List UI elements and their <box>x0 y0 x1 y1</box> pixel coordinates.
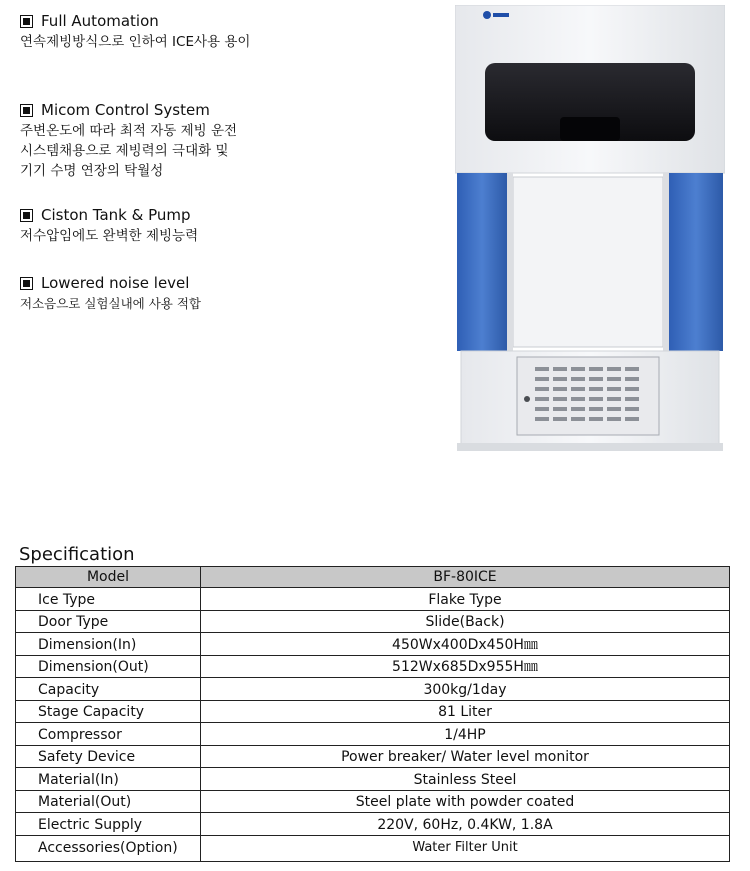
table-row <box>16 633 730 656</box>
table-header-row <box>16 567 730 588</box>
square-bullet-icon <box>20 104 33 117</box>
row-label: Safety Device <box>16 745 201 768</box>
table-row <box>16 813 730 836</box>
row-label: Accessories(Option) <box>16 835 201 861</box>
feature-title: Lowered noise level <box>41 274 190 292</box>
row-value: Slide(Back) <box>201 610 730 633</box>
row-label: Electric Supply <box>16 813 201 836</box>
spec-title: Specification <box>19 544 135 565</box>
header-value: BF-80ICE <box>201 567 730 588</box>
feature-ciston-tank <box>20 206 198 246</box>
feature-title: Micom Control System <box>41 101 210 119</box>
feature-desc-line: 시스템채용으로 제빙력의 극대화 및 <box>20 143 229 159</box>
table-row <box>16 723 730 746</box>
row-value: 300kg/1day <box>201 678 730 701</box>
row-label: Dimension(In) <box>16 633 201 656</box>
row-label: Ice Type <box>16 588 201 611</box>
feature-desc-line: 저수압임에도 완벽한 제빙능력 <box>20 228 199 244</box>
row-value: 1/4HP <box>201 723 730 746</box>
ice-machine-image <box>455 5 725 455</box>
feature-full-automation <box>20 12 250 52</box>
power-switch-icon <box>524 396 530 402</box>
square-bullet-icon <box>20 277 33 290</box>
table-row <box>16 700 730 723</box>
front-door-panel <box>513 177 663 347</box>
table-row <box>16 790 730 813</box>
table-row <box>16 655 730 678</box>
square-bullet-icon <box>20 15 33 28</box>
row-label: Material(In) <box>16 768 201 791</box>
row-value: Power breaker/ Water level monitor <box>201 745 730 768</box>
table-row <box>16 768 730 791</box>
row-label: Stage Capacity <box>16 700 201 723</box>
row-value: Water Filter Unit <box>201 835 730 861</box>
row-label: Compressor <box>16 723 201 746</box>
header-label: Model <box>16 567 201 588</box>
row-value: Flake Type <box>201 588 730 611</box>
table-row <box>16 835 730 861</box>
row-value: 512Wx685Dx955H㎜ <box>201 655 730 678</box>
row-value: Stainless Steel <box>201 768 730 791</box>
table-row <box>16 678 730 701</box>
left-blue-panel <box>457 173 507 351</box>
row-value: 81 Liter <box>201 700 730 723</box>
feature-desc-line: 저소음으로 실험실내에 사용 적합 <box>20 296 201 311</box>
spec-table <box>15 566 730 862</box>
table-row <box>16 745 730 768</box>
feature-desc-line: 기기 수명 연장의 탁월성 <box>20 163 164 179</box>
row-label: Door Type <box>16 610 201 633</box>
right-blue-panel <box>669 173 723 351</box>
feature-title: Ciston Tank & Pump <box>41 206 191 224</box>
feature-micom-control <box>20 101 237 181</box>
feature-title: Full Automation <box>41 12 159 30</box>
row-value: 450Wx400Dx450H㎜ <box>201 633 730 656</box>
row-label: Material(Out) <box>16 790 201 813</box>
row-value: 220V, 60Hz, 0.4KW, 1.8A <box>201 813 730 836</box>
row-value: Steel plate with powder coated <box>201 790 730 813</box>
square-bullet-icon <box>20 209 33 222</box>
feature-desc-line: 연속제빙방식으로 인하여 ICE사용 용이 <box>20 34 251 50</box>
table-row <box>16 588 730 611</box>
feature-lowered-noise <box>20 274 201 314</box>
row-label: Dimension(Out) <box>16 655 201 678</box>
feature-desc-line: 주변온도에 따라 최적 자동 제빙 운전 <box>20 123 238 139</box>
table-row <box>16 610 730 633</box>
row-label: Capacity <box>16 678 201 701</box>
